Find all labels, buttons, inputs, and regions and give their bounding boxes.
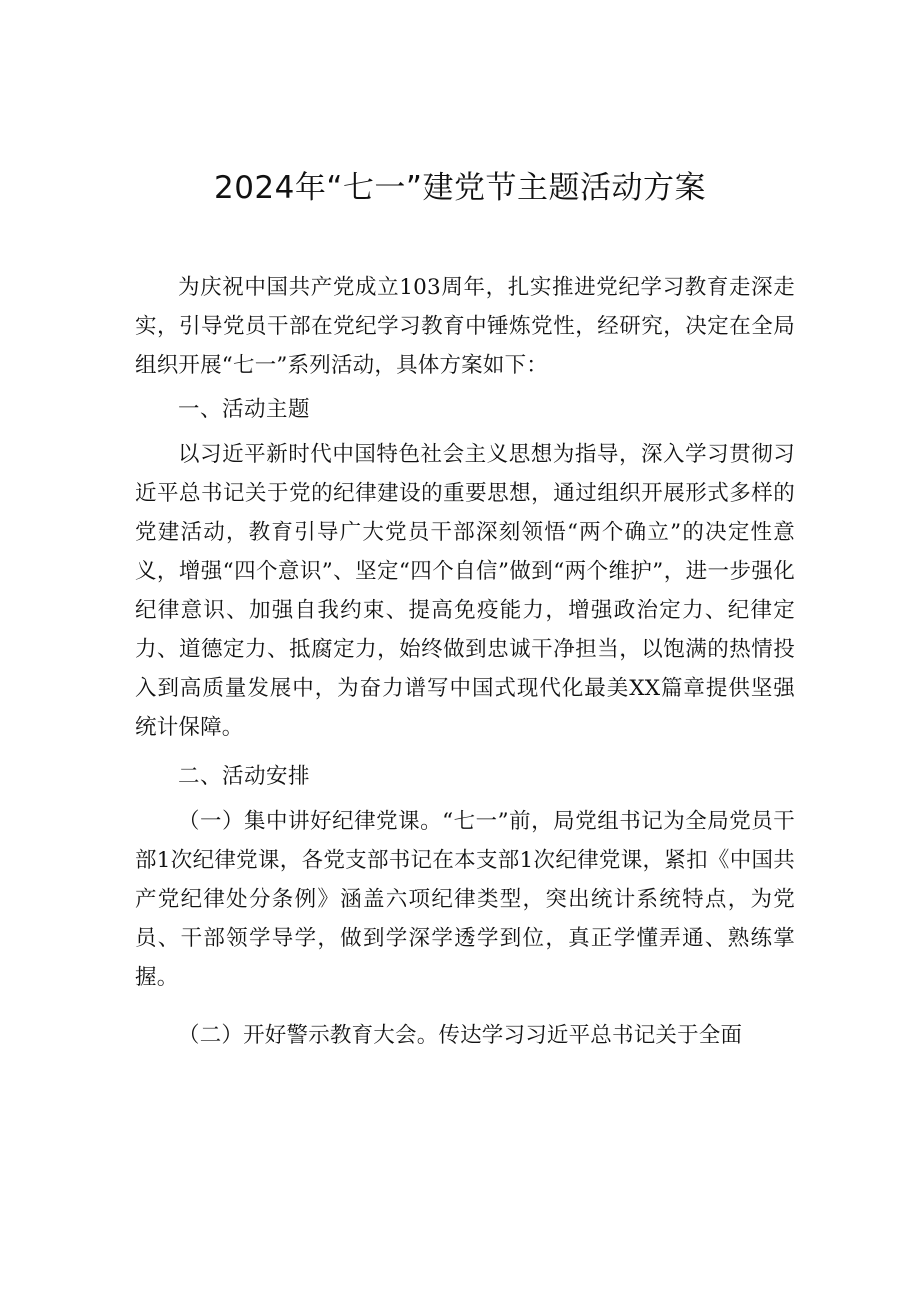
theme-paragraph: 以习近平新时代中国特色社会主义思想为指导，深入学习贯彻习近平总书记关于党的纪律建设的重要思想，通过组织开展形式多样的党建活动，教育引导广大党员干部深刻领悟“两个确立”的决定性意义，增强“四个意识”、坚定“四个自信”做到“两个维护”，进一步强化纪律意识、加强自我约束、提高免疫能力，增强政治定力、纪律定力、道德定力、抵腐定力，始终做到忠诚干净担当，以饱满的热情投入到高质量发展中，为奋力谱写中国式现代化最美XX篇章提供坚强统计保障。 — [135, 442, 795, 740]
arrangement-item-1: （一）集中讲好纪律党课。“七一”前，局党组书记为全局党员干部1次纪律党课，各党支部书记在本支部1次纪律党课，紧扣《中国共产党纪律处分条例》涵盖六项纪律类型，突出统计系统特点，为党员、干部领学导学，做到学深学透学到位，真正学懂弄通、熟练掌握。 — [135, 809, 795, 990]
arrangement-item-2: （二）开好警示教育大会。传达学习习近平总书记关于全面 — [178, 1023, 743, 1048]
document-body — [135, 268, 795, 1055]
document-title: 2024年“七一”建党节主题活动方案 — [213, 170, 706, 206]
section-heading-arrangement: 二、活动安排 — [178, 764, 311, 789]
section-heading-theme: 一、活动主题 — [178, 397, 311, 422]
intro-paragraph: 为庆祝中国共产党成立103周年，扎实推进党纪学习教育走深走实，引导党员干部在党纪学习教育中锤炼党性，经研究，决定在全局组织开展“七一”系列活动，具体方案如下： — [135, 275, 795, 378]
